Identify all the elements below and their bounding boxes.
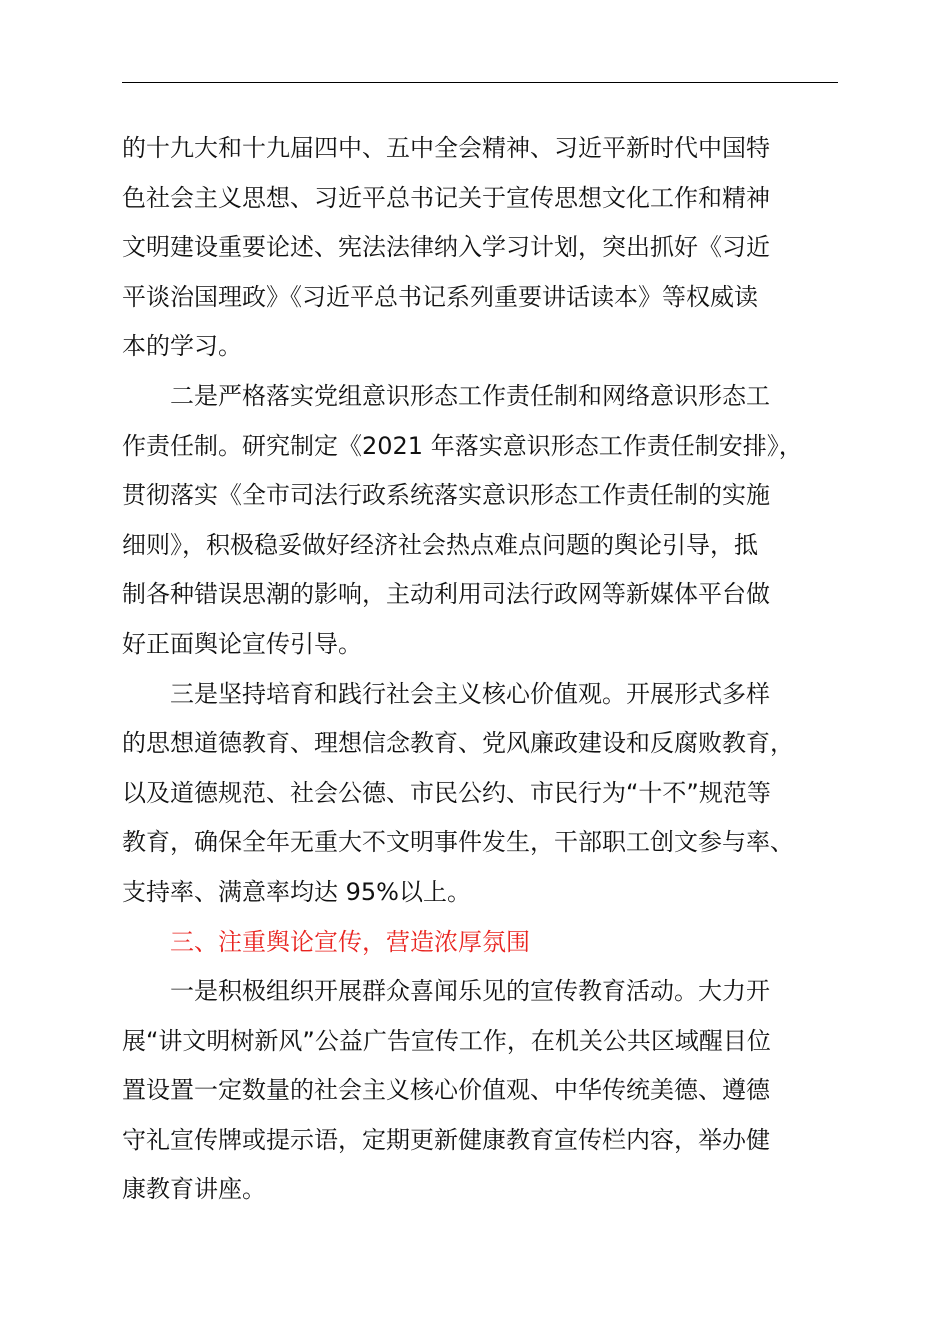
paragraph-first-line: 三是坚持培育和践行社会主义核心价值观。开展形式多样 xyxy=(170,679,770,708)
text-line: 色社会主义思想、习近平总书记关于宣传思想文化工作和精神 xyxy=(122,183,770,212)
document-body xyxy=(122,124,842,1215)
text-line: 教育，确保全年无重大不文明事件发生，干部职工创文参与率、 xyxy=(122,828,794,857)
text-line: 支持率、满意率均达 95%以上。 xyxy=(122,877,471,906)
text-line: 置设置一定数量的社会主义核心价值观、中华传统美德、遵德 xyxy=(122,1076,770,1105)
text-line: 康教育讲座。 xyxy=(122,1175,266,1204)
text-line: 细则》，积极稳妥做好经济社会热点难点问题的舆论引导，抵 xyxy=(122,530,758,559)
text-line: 以及道德规范、社会公德、市民公约、市民行为“十不”规范等 xyxy=(122,778,771,807)
text-line: 守礼宣传牌或提示语，定期更新健康教育宣传栏内容，举办健 xyxy=(122,1125,770,1154)
paragraph-first-line: 二是严格落实党组意识形态工作责任制和网络意识形态工 xyxy=(170,381,770,410)
paragraph-first-line: 一是积极组织开展群众喜闻乐见的宣传教育活动。大力开 xyxy=(170,977,770,1006)
text-line: 的思想道德教育、理想信念教育、党风廉政建设和反腐败教育， xyxy=(122,729,794,758)
text-line: 制各种错误思潮的影响，主动利用司法行政网等新媒体平台做 xyxy=(122,580,770,609)
section-heading: 三、注重舆论宣传，营造浓厚氛围 xyxy=(170,927,530,956)
text-line: 平谈治国理政》《习近平总书记系列重要讲话读本》等权威读 xyxy=(122,282,758,311)
text-line: 作责任制。研究制定《2021 年落实意识形态工作责任制安排》， xyxy=(122,431,803,460)
text-line: 本的学习。 xyxy=(122,332,242,361)
text-line: 的十九大和十九届四中、五中全会精神、习近平新时代中国特 xyxy=(122,134,770,162)
text-line: 好正面舆论宣传引导。 xyxy=(122,629,362,658)
text-line: 贯彻落实《全市司法行政系统落实意识形态工作责任制的实施 xyxy=(122,481,770,510)
text-line: 展“讲文明树新风”公益广告宣传工作，在机关公共区域醒目位 xyxy=(122,1026,771,1055)
text-line: 文明建设重要论述、宪法法律纳入学习计划，突出抓好《习近 xyxy=(122,233,770,262)
header-rule xyxy=(122,82,838,83)
